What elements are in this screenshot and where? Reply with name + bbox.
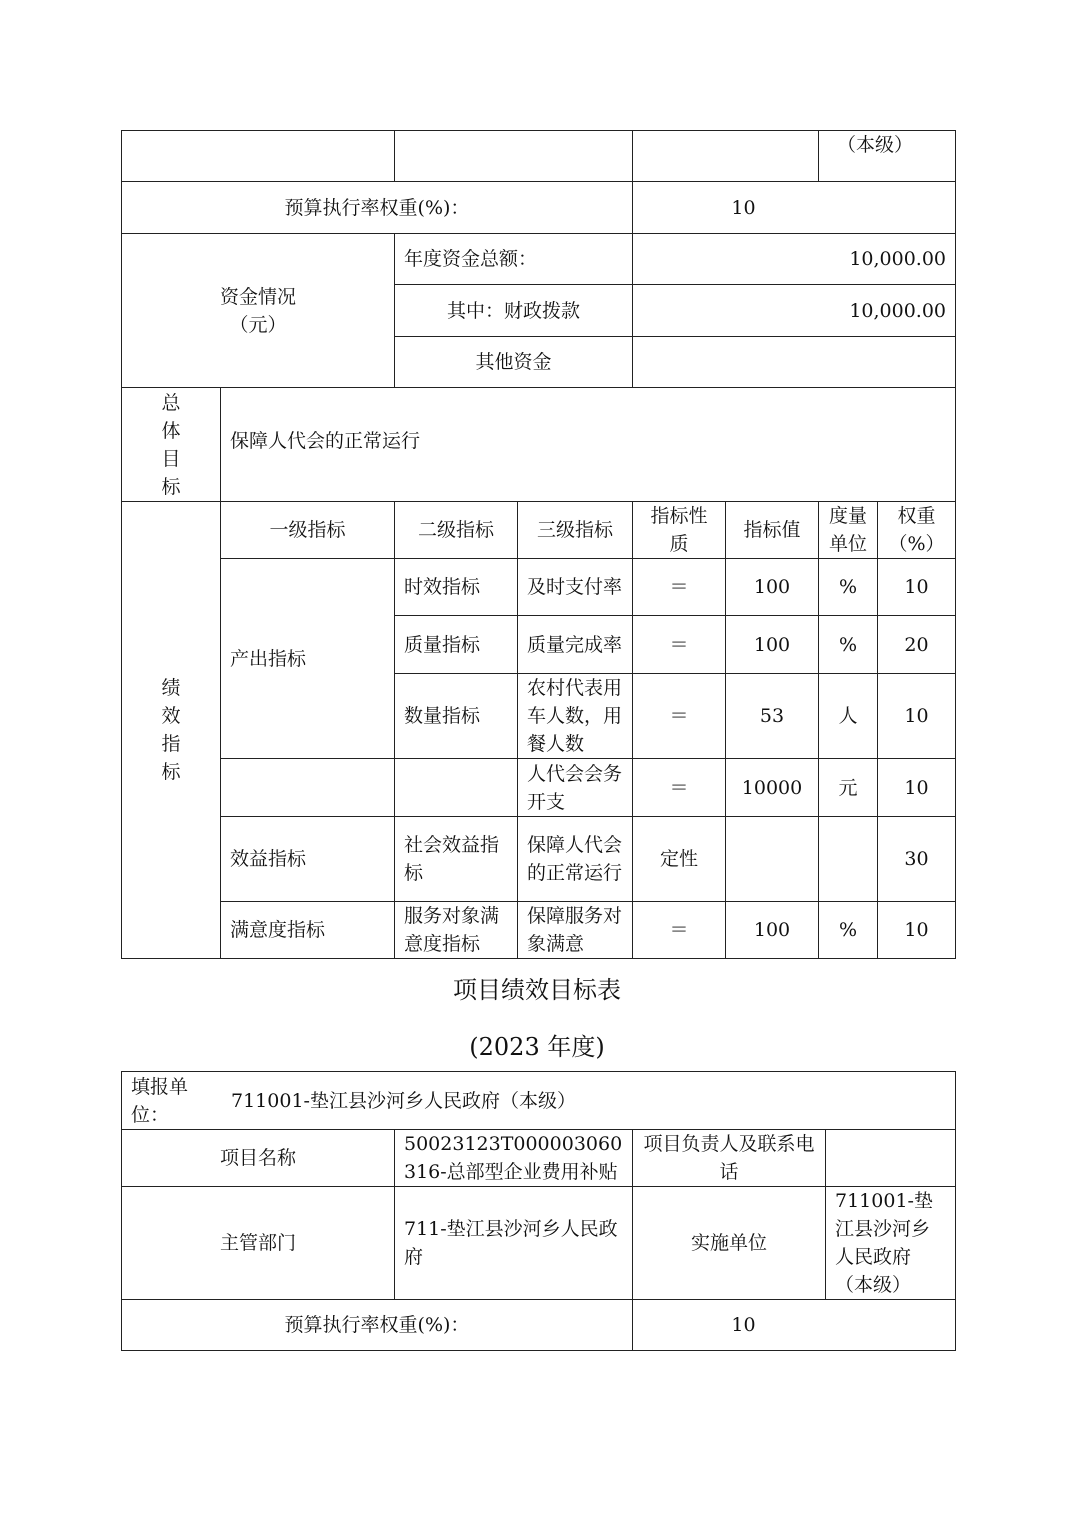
filler-value: 711001-垫江县沙河乡人民政府（本级）	[231, 1089, 576, 1112]
header-unit-line2: 单位	[828, 533, 867, 555]
header-unit	[819, 502, 878, 559]
goal-char: 体	[161, 419, 181, 442]
row-level3: 质量完成率	[518, 616, 633, 674]
header-weight-line2: （%）	[888, 533, 945, 555]
owner-value	[826, 1130, 956, 1187]
impl-unit-tail: （本级）	[819, 131, 956, 182]
row-level2: 质量指标	[395, 616, 518, 674]
row-level2: 时效指标	[395, 559, 518, 616]
benefit-level3: 保障人代会的正常运行	[518, 817, 633, 902]
benefit-level2: 社会效益指标	[395, 817, 518, 902]
dept-value: 711-垫江县沙河乡人民政府	[395, 1187, 633, 1300]
other-funds-label: 其他资金	[395, 337, 633, 388]
goal-char: 标	[161, 475, 181, 498]
impl-label: 实施单位	[633, 1187, 826, 1300]
row-value: 10000	[726, 759, 819, 817]
filler-row	[122, 1072, 956, 1130]
benefit-unit	[819, 817, 878, 902]
perf-char: 绩	[161, 677, 181, 699]
impl-value: 711001-垫江县沙河乡人民政府（本级）	[826, 1187, 956, 1300]
benefit-level1: 效益指标	[221, 817, 395, 902]
section-year: (2023 年度)	[469, 1033, 605, 1061]
benefit-value	[726, 817, 819, 902]
row-level3: 农村代表用车人数，用餐人数	[518, 674, 633, 759]
goal-char: 总	[161, 391, 181, 414]
row-value: 53	[726, 674, 819, 759]
annual-total-label: 年度资金总额：	[395, 234, 633, 285]
benefit-nature: 定性	[633, 817, 726, 902]
header-level2: 二级指标	[395, 502, 518, 559]
overall-goal-label	[122, 388, 221, 502]
row-level3: 人代会会务开支	[518, 759, 633, 817]
project-info-table	[121, 1071, 956, 1351]
blank-cell	[221, 759, 395, 817]
budget-weight-label: 预算执行率权重(%)：	[122, 182, 633, 234]
header-level3: 三级指标	[518, 502, 633, 559]
project-name-label: 项目名称	[122, 1130, 395, 1187]
project-name-value: 50023123T000003060316-总部型企业费用补贴	[395, 1130, 633, 1187]
satisfaction-nature: ＝	[633, 902, 726, 959]
row-nature: ＝	[633, 674, 726, 759]
row-weight: 10	[878, 674, 956, 759]
row-unit: %	[819, 559, 878, 616]
overall-goal-text: 保障人代会的正常运行	[221, 388, 956, 502]
owner-label: 项目负责人及联系电话	[633, 1130, 826, 1187]
goal-char: 目	[161, 447, 181, 470]
row-nature: ＝	[633, 616, 726, 674]
row-unit: %	[819, 616, 878, 674]
row-weight: 20	[878, 616, 956, 674]
perf-indicator-label	[122, 502, 221, 959]
funds-label-line1: 资金情况	[219, 285, 296, 308]
blank-cell	[395, 131, 633, 182]
satisfaction-level1: 满意度指标	[221, 902, 395, 959]
benefit-weight: 30	[878, 817, 956, 902]
row-value: 100	[726, 559, 819, 616]
perf-char: 指	[161, 733, 181, 755]
row-nature: ＝	[633, 559, 726, 616]
header-value: 指标值	[726, 502, 819, 559]
satisfaction-value: 100	[726, 902, 819, 959]
satisfaction-level2: 服务对象满意度指标	[395, 902, 518, 959]
fiscal-label: 其中：财政拨款	[395, 285, 633, 337]
annual-total-value: 10,000.00	[633, 234, 956, 285]
budget-weight-value-2: 10	[633, 1300, 956, 1351]
header-weight	[878, 502, 956, 559]
row-level2: 数量指标	[395, 674, 518, 759]
satisfaction-level3: 保障服务对象满意	[518, 902, 633, 959]
row-unit: 元	[819, 759, 878, 817]
header-nature: 指标性质	[633, 502, 726, 559]
fiscal-value: 10,000.00	[633, 285, 956, 337]
perf-char: 标	[161, 761, 181, 783]
perf-char: 效	[161, 705, 181, 727]
blank-cell	[122, 131, 395, 182]
performance-table-continued	[121, 130, 956, 959]
other-funds-value	[633, 337, 956, 388]
row-unit: 人	[819, 674, 878, 759]
row-nature: ＝	[633, 759, 726, 817]
row-level2	[395, 759, 518, 817]
dept-label: 主管部门	[122, 1187, 395, 1300]
budget-weight-label-2: 预算执行率权重(%)：	[122, 1300, 633, 1351]
filler-label: 填报单位：	[131, 1075, 189, 1126]
row-weight: 10	[878, 559, 956, 616]
row-weight: 10	[878, 759, 956, 817]
satisfaction-unit: %	[819, 902, 878, 959]
header-level1: 一级指标	[221, 502, 395, 559]
blank-cell	[633, 131, 819, 182]
funds-label-line2: （元）	[229, 313, 287, 336]
output-indicator-label: 产出指标	[221, 559, 395, 759]
row-level3: 及时支付率	[518, 559, 633, 616]
budget-weight-value: 10	[633, 182, 956, 234]
header-weight-line1: 权重	[897, 505, 936, 527]
row-value: 100	[726, 616, 819, 674]
funds-label	[122, 234, 395, 388]
satisfaction-weight: 10	[878, 902, 956, 959]
header-unit-line1: 度量	[828, 505, 867, 527]
section-title: 项目绩效目标表	[453, 976, 621, 1004]
